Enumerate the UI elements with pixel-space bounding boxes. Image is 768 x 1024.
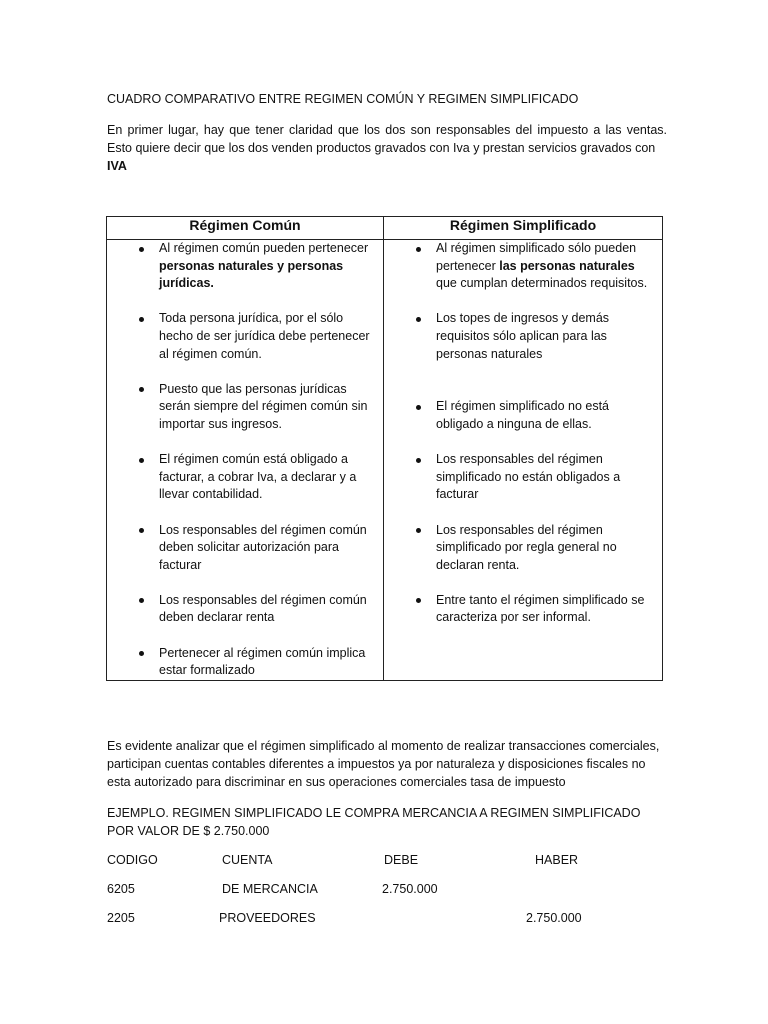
ledger-header-haber: HABER — [535, 853, 579, 867]
right-item-1: Al régimen simplificado sólo pueden pertenecer las personas naturales que cumplan determinados requisitos. — [384, 240, 662, 293]
left-item-5: Los responsables del régimen común deben solicitar autorización para facturar — [107, 522, 383, 575]
left-item-6: Los responsables del régimen común deben declarar renta — [107, 592, 383, 627]
right-item-3: El régimen simplificado no está obligado a ninguna de ellas. — [384, 398, 662, 433]
ledger-row-1-codigo: 6205 — [107, 882, 135, 896]
right-item-4: Los responsables del régimen simplificado no están obligados a facturar — [384, 451, 662, 504]
ledger-row-2-codigo: 2205 — [107, 911, 135, 925]
ledger-row-2-cuenta: PROVEEDORES — [219, 911, 316, 925]
analysis-paragraph: Es evidente analizar que el régimen simplificado al momento de realizar transacciones comerciales, participan cuentas contables diferentes a impuestos ya por naturaleza y disposiciones fiscales no esta autorizado para discriminar en sus operaciones comerciales tasa de impuesto — [107, 739, 660, 789]
example-heading: EJEMPLO. REGIMEN SIMPLIFICADO LE COMPRA MERCANCIA A REGIMEN SIMPLIFICADO POR VALOR DE $ 2.750.000 — [107, 806, 641, 838]
document-title: CUADRO COMPARATIVO ENTRE REGIMEN COMÚN Y REGIMEN SIMPLIFICADO — [107, 92, 579, 106]
intro-text: En primer lugar, hay que tener claridad que los dos son responsables del impuesto a las ventas. Esto quiere decir que los dos venden productos gravados con Iva y prestan servicios gravados con — [107, 123, 667, 155]
header-regimen-simplificado: Régimen Simplificado — [384, 217, 663, 240]
right-column-cell — [384, 240, 663, 681]
left-column-cell — [107, 240, 384, 681]
right-item-5: Los responsables del régimen simplificado por regla general no declaran renta. — [384, 522, 662, 575]
intro-bold-iva: IVA — [107, 159, 127, 173]
right-item-6: Entre tanto el régimen simplificado se caracteriza por ser informal. — [384, 592, 662, 627]
intro-paragraph — [107, 121, 667, 175]
ledger-row-2-haber: 2.750.000 — [526, 911, 582, 925]
ledger-header-debe: DEBE — [384, 853, 419, 867]
ledger-row-1-cuenta: DE MERCANCIA — [222, 882, 318, 896]
left-item-4: El régimen común está obligado a facturar, a cobrar Iva, a declarar y a llevar contabilidad. — [107, 451, 383, 504]
left-bullet-list — [107, 240, 383, 680]
left-item-7: Pertenecer al régimen común implica estar formalizado — [107, 645, 383, 680]
left-item-3: Puesto que las personas jurídicas serán siempre del régimen común sin importar sus ingresos. — [107, 381, 383, 434]
header-regimen-comun: Régimen Común — [107, 217, 384, 240]
ledger-header-codigo: CODIGO — [107, 853, 158, 867]
ledger-header-cuenta: CUENTA — [222, 853, 273, 867]
ledger-row-1-debe: 2.750.000 — [382, 882, 438, 896]
right-bullet-list — [384, 240, 662, 627]
right-item-2: Los topes de ingresos y demás requisitos sólo aplican para las personas naturales — [384, 310, 662, 363]
left-item-2: Toda persona jurídica, por el sólo hecho de ser jurídica debe pertenecer al régimen común. — [107, 310, 383, 363]
left-item-1: Al régimen común pueden pertenecer personas naturales y personas jurídicas. — [107, 240, 383, 293]
comparison-table — [106, 216, 663, 681]
